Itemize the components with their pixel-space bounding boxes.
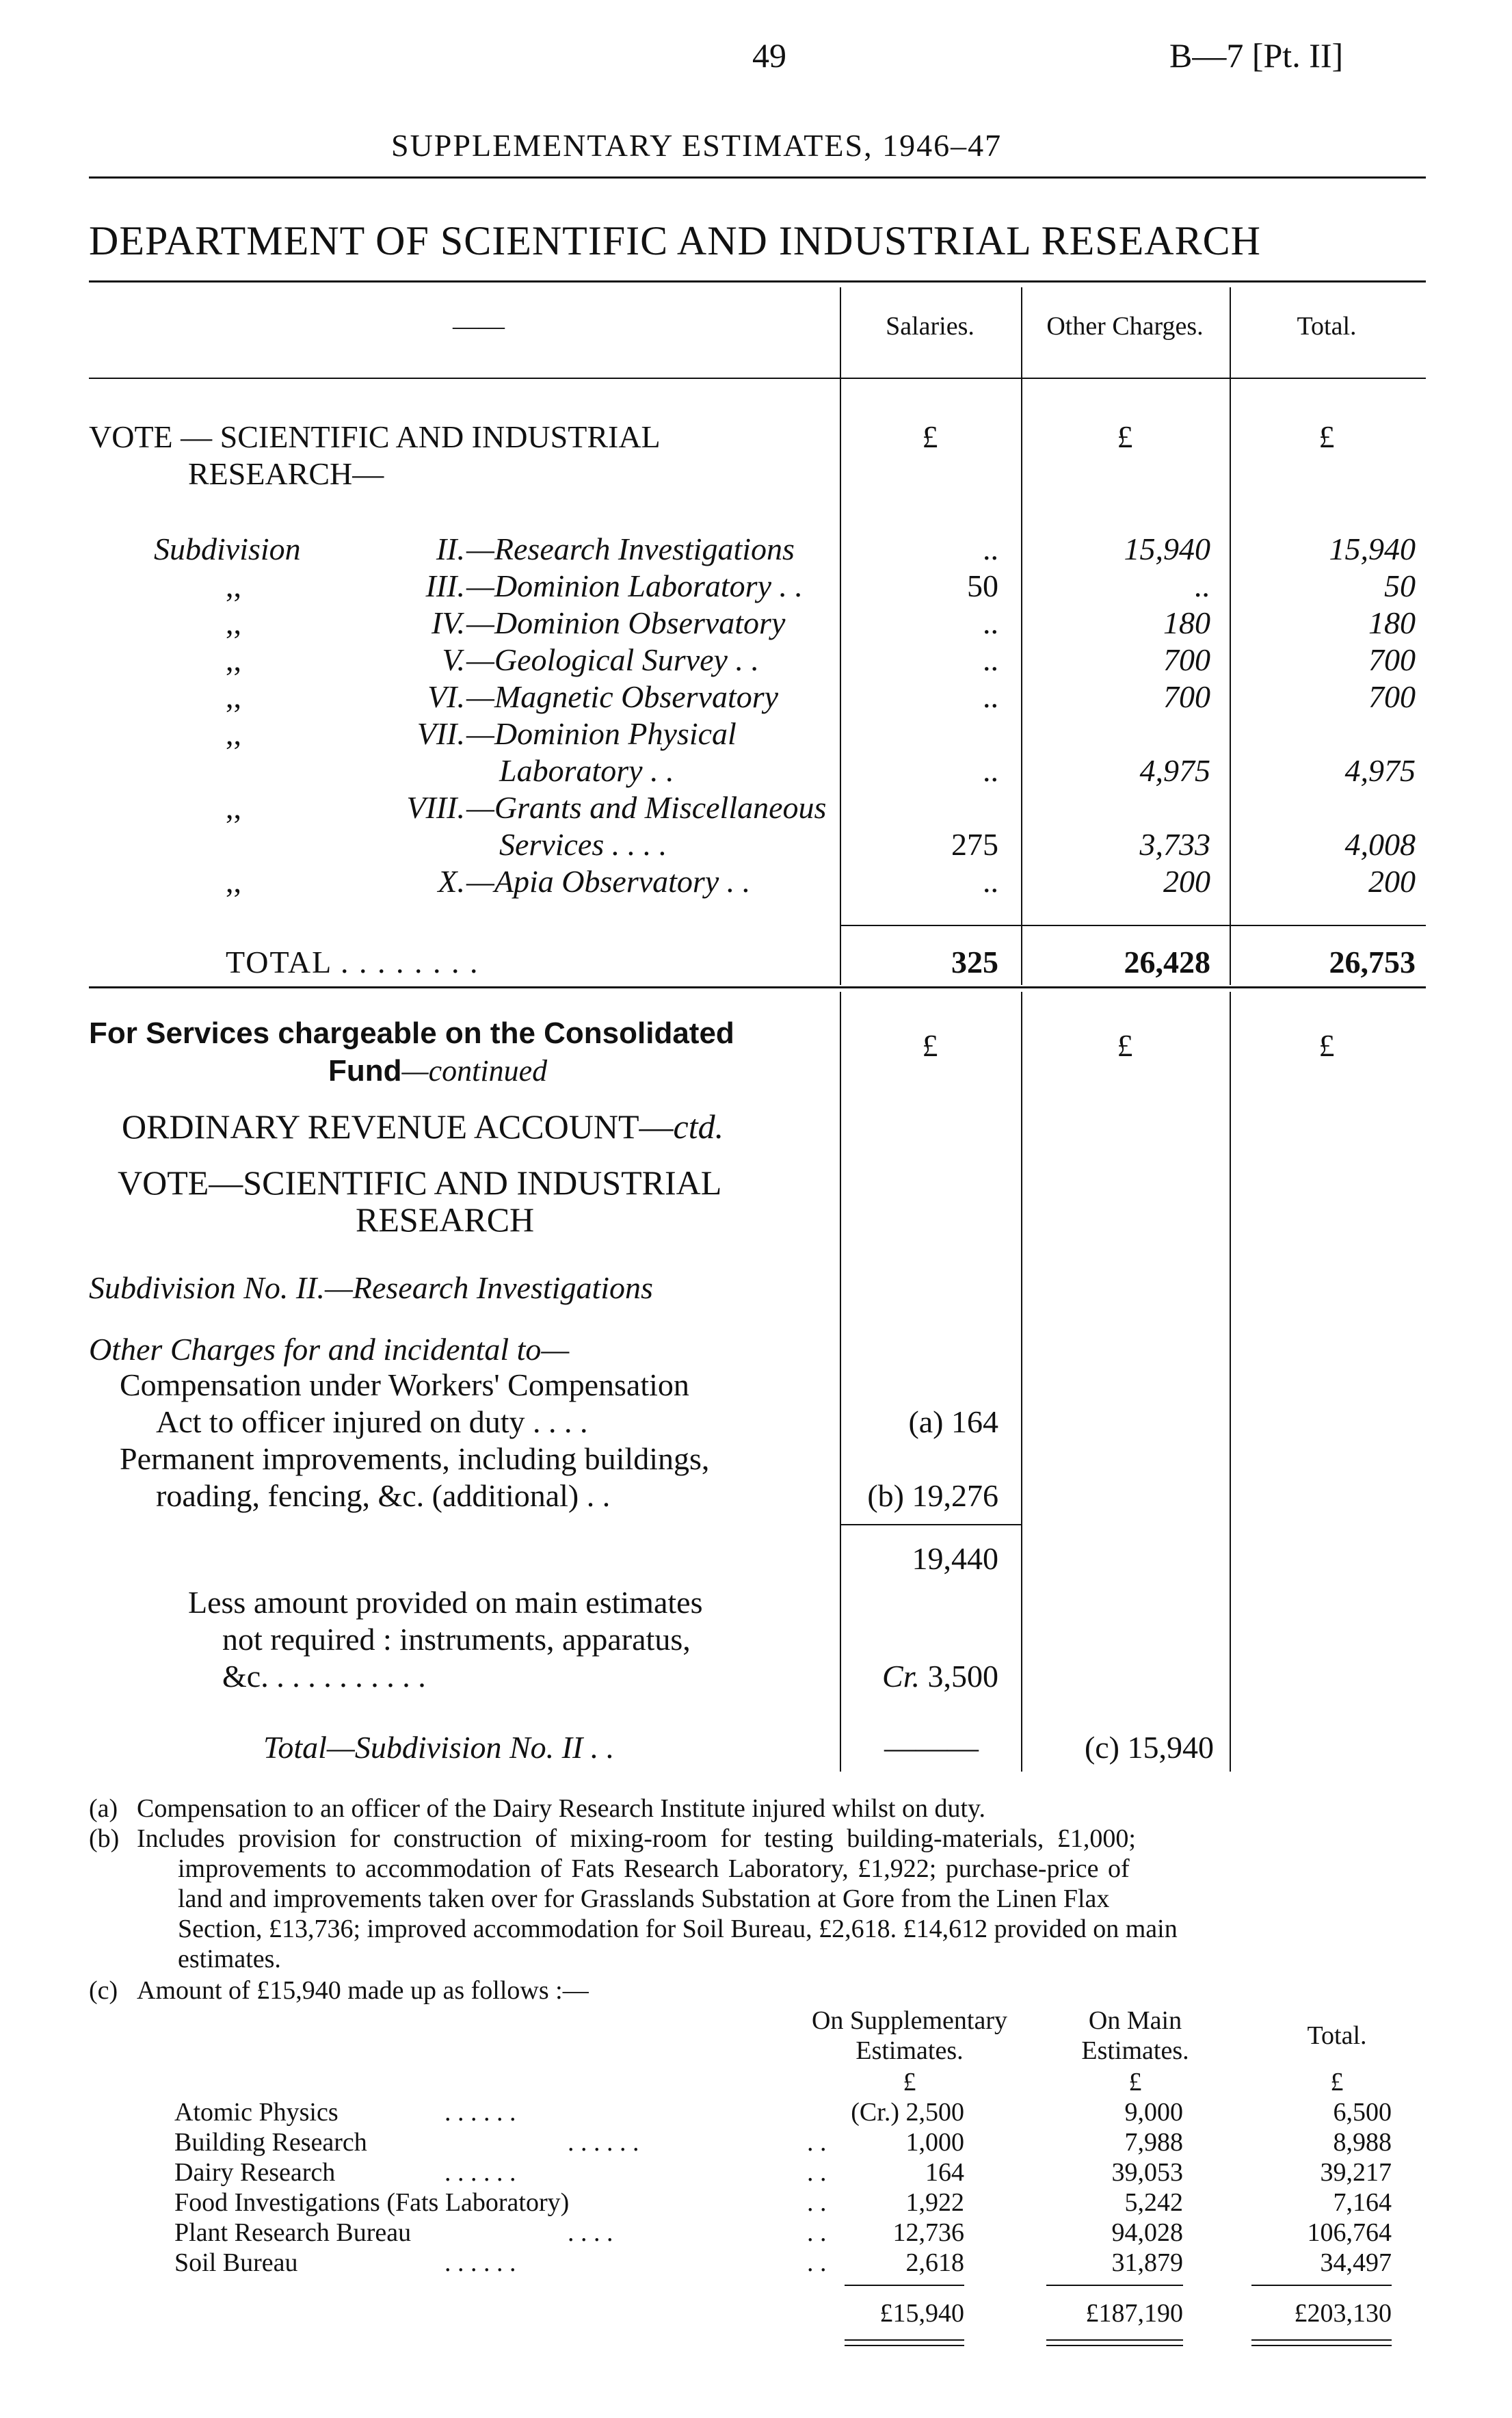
less-line2: not required : instruments, apparatus,: [222, 1622, 691, 1657]
breakdown-item-leader: . . . . . .: [445, 2248, 516, 2277]
subdivision-other-charges: 180: [1163, 605, 1210, 640]
breakdown-item-name: Food Investigations (Fats Laboratory): [174, 2188, 570, 2217]
breakdown-double-rule-total-b: [1251, 2345, 1392, 2346]
consolidated-continued: —continued: [401, 1054, 548, 1088]
breakdown-currency-total: £: [1330, 2068, 1344, 2097]
column-desc-header: ——: [453, 312, 505, 341]
subdivision-other-charges: 200: [1163, 864, 1210, 899]
subdivision-other-charges: 700: [1163, 642, 1210, 677]
subdivision-ditto-mark: ,,: [226, 568, 241, 603]
subdivision-ditto-mark: ,,: [226, 679, 241, 714]
consolidated-currency-other: £: [1117, 1028, 1133, 1063]
breakdown-item-name: Building Research: [174, 2128, 367, 2157]
subdivision-other-charges: 700: [1163, 679, 1210, 714]
consolidated-heading-line1: For Services chargeable on the Consolidated: [89, 1016, 734, 1050]
page-number: 49: [752, 36, 786, 75]
subdivision-total: 15,940: [1329, 531, 1416, 566]
subdivision-total: 4,975: [1344, 753, 1416, 788]
breakdown-item-supp: 1,922: [905, 2188, 964, 2217]
breakdown-item-lead: . .: [807, 2218, 827, 2247]
less-amount-value: 3,500: [927, 1659, 998, 1694]
subdivision-total: 180: [1368, 605, 1416, 640]
breakdown-double-rule-main-a: [1046, 2339, 1183, 2341]
subdivision-ditto-mark: ,,: [226, 716, 241, 751]
footnote-c-text: Amount of £15,940 made up as follows :—: [137, 1976, 589, 2005]
consolidated-vote-line1: VOTE—SCIENTIFIC AND INDUSTRIAL: [118, 1164, 722, 1202]
breakdown-item-supp: 12,736: [892, 2218, 964, 2247]
other-charges-heading: Other Charges for and incidental to—: [89, 1332, 570, 1367]
breakdown-sum-rule-supp: [845, 2285, 964, 2286]
consolidated-currency-salaries: £: [922, 1028, 938, 1063]
item-improvements-line2: roading, fencing, &c. (additional) . .: [156, 1478, 611, 1513]
less-amount-cr: Cr.: [882, 1659, 920, 1694]
subdivision-other-charges: 15,940: [1124, 531, 1210, 566]
subdivision-total-label: Total—Subdivision No. II . .: [263, 1730, 615, 1765]
breakdown-item-total: 34,497: [1320, 2248, 1392, 2277]
less-line3: &c. . . . . . . . . . .: [222, 1659, 426, 1694]
footnote-a-mark: (a): [89, 1794, 118, 1823]
vote-total-other: 26,428: [1124, 945, 1210, 980]
subdivision-salaries: ..: [983, 605, 998, 640]
breakdown-item-name: Soil Bureau: [174, 2248, 298, 2277]
subdivision-other-charges: ..: [1195, 568, 1210, 603]
breakdown-item-main: 31,879: [1111, 2248, 1183, 2277]
breakdown-item-total: 106,764: [1307, 2218, 1392, 2247]
department-title: DEPARTMENT OF SCIENTIFIC AND INDUSTRIAL RESEARCH: [89, 218, 1261, 263]
ora-ctd: ctd.: [673, 1107, 724, 1146]
breakdown-item-name: Atomic Physics: [174, 2098, 339, 2127]
footnote-b-mark: (b): [89, 1824, 120, 1853]
subdivision-name: —Dominion Laboratory . .: [466, 568, 803, 603]
subdivision-name: —Grants and Miscellaneous: [466, 790, 827, 825]
subdivision-total: 700: [1368, 642, 1416, 677]
breakdown-item-name: Dairy Research: [174, 2158, 336, 2187]
subdivision-ditto-mark: ,,: [226, 642, 241, 677]
subdivision-ditto-mark: ,,: [226, 605, 241, 640]
subdivision-name: —Dominion Physical: [466, 716, 737, 751]
breakdown-item-leader: . . . . . .: [568, 2128, 639, 2157]
currency-total: £: [1318, 419, 1335, 454]
subdivision-name-cont: Services . . . .: [499, 827, 667, 862]
subdivision-number: VII.: [416, 716, 465, 751]
breakdown-item-lead: . .: [807, 2188, 827, 2217]
footnote-b-line5: estimates.: [178, 1945, 281, 1973]
subdivision-number: VIII.: [406, 790, 465, 825]
subdivision-name: —Apia Observatory . .: [466, 864, 751, 899]
breakdown-item-main: 7,988: [1124, 2128, 1183, 2157]
subdivision-salaries: ..: [983, 679, 998, 714]
subdivision-salaries: ..: [983, 531, 998, 566]
consolidated-vote-line2: RESEARCH: [356, 1200, 535, 1239]
breakdown-double-rule-main-b: [1046, 2345, 1183, 2346]
subdivision-salaries: ..: [983, 642, 998, 677]
breakdown-item-supp: 1,000: [905, 2128, 964, 2157]
subdivision-total: 50: [1384, 568, 1416, 603]
breakdown-col-total: Total.: [1307, 2021, 1367, 2050]
breakdown-item-supp: 164: [925, 2158, 964, 2187]
breakdown-item-name: Plant Research Bureau: [174, 2218, 412, 2247]
item-improvements-line1: Permanent improvements, including buildings,: [120, 1441, 710, 1476]
breakdown-double-rule-total-a: [1251, 2339, 1392, 2341]
divider2-other: [1021, 992, 1022, 1772]
footnote-a-text: Compensation to an officer of the Dairy Research Institute injured whilst on duty.: [137, 1794, 986, 1823]
breakdown-sum-total: £203,130: [1294, 2299, 1392, 2328]
breakdown-item-total: 6,500: [1333, 2098, 1392, 2127]
breakdown-item-total: 39,217: [1320, 2158, 1392, 2187]
breakdown-col-supp-2: Estimates.: [856, 2036, 964, 2065]
subdivision-total-amount: (c) 15,940: [1084, 1730, 1214, 1765]
footnote-b-line3: land and improvements taken over for Grasslands Substation at Gore from the Linen Flax: [178, 1884, 1110, 1913]
subdivision-total-dash: ———: [884, 1730, 979, 1765]
subdivision-number: X.: [438, 864, 465, 899]
subdivision-name-cont: Laboratory . .: [499, 753, 674, 788]
subdivision-salaries: 275: [951, 827, 998, 862]
subdivision-number: III.: [425, 568, 465, 603]
subdivision-name: —Research Investigations: [466, 531, 795, 566]
breakdown-double-rule-supp-a: [845, 2339, 964, 2341]
consolidated-currency-total: £: [1318, 1028, 1335, 1063]
vote-title-line2: RESEARCH—: [188, 456, 384, 491]
consolidated-heading-line2: [328, 1053, 547, 1088]
breakdown-item-main: 9,000: [1124, 2098, 1183, 2127]
subdivision-salaries: 50: [967, 568, 998, 603]
ordinary-revenue-account: [122, 1107, 724, 1146]
vote-total-rule: [89, 986, 1426, 988]
subdivision-number: V.: [442, 642, 465, 677]
subdivision-number: II.: [436, 531, 465, 566]
column-salaries-header: Salaries.: [886, 312, 974, 341]
breakdown-col-supp-1: On Supplementary: [811, 2006, 1007, 2035]
breakdown-item-leader: . . . .: [568, 2218, 613, 2247]
divider2-salaries: [840, 992, 841, 1772]
document-reference: B—7 [Pt. II]: [1169, 36, 1344, 75]
subdivision-salaries: ..: [983, 864, 998, 899]
item-improvements-amount: (b) 19,276: [867, 1478, 998, 1513]
breakdown-item-leader: . . . . . .: [445, 2098, 516, 2127]
footnote-b-line1: Includes provision for construction of mixing-room for testing building-materials, £1,000;: [137, 1824, 1136, 1853]
breakdown-currency-supp: £: [903, 2068, 916, 2097]
subdivision-name: —Dominion Observatory: [466, 605, 786, 640]
breakdown-item-supp: 2,618: [905, 2248, 964, 2277]
breakdown-item-lead: . .: [807, 2158, 827, 2187]
less-amount: [841, 1658, 998, 1694]
breakdown-item-leader: . . . . . .: [445, 2158, 516, 2187]
running-title: SUPPLEMENTARY ESTIMATES, 1946–47: [391, 128, 1003, 163]
item-compensation-amount: (a) 164: [908, 1404, 998, 1439]
subdivision-other-charges: 3,733: [1139, 827, 1210, 862]
column-other-header: Other Charges.: [1046, 312, 1204, 341]
breakdown-sum-supp: £15,940: [879, 2299, 964, 2328]
subdivision-heading: Subdivision No. II.—Research Investigations: [89, 1270, 653, 1305]
vote-title-line1: VOTE — SCIENTIFIC AND INDUSTRIAL: [89, 419, 661, 454]
breakdown-item-total: 7,164: [1333, 2188, 1392, 2217]
divider2-total: [1230, 992, 1231, 1772]
subdivision-name: —Geological Survey . .: [466, 642, 759, 677]
vote-subtotal-rule: [840, 925, 1426, 926]
footnote-b-line4: Section, £13,736; improved accommodation for Soil Bureau, £2,618. £14,612 provided on main: [178, 1915, 1178, 1943]
subdivision-salaries: ..: [983, 753, 998, 788]
subdivision-name: —Magnetic Observatory: [466, 679, 779, 714]
subdivision-total: 200: [1368, 864, 1416, 899]
subdivision-number: IV.: [432, 605, 465, 640]
currency-salaries: £: [922, 419, 938, 454]
header-rule: [89, 176, 1426, 179]
items-subtotal-rule: [840, 1524, 1021, 1525]
subdivision-ditto-mark: ,,: [226, 864, 241, 899]
breakdown-item-supp: (Cr.) 2,500: [851, 2098, 964, 2127]
vote-total-label: TOTAL . . . . . . . .: [226, 945, 479, 980]
subdivision-number: VI.: [427, 679, 465, 714]
breakdown-item-lead: . .: [807, 2248, 827, 2277]
breakdown-sum-rule-main: [1046, 2285, 1183, 2286]
vote-total-salaries: 325: [951, 945, 998, 980]
item-compensation-line2: Act to officer injured on duty . . . .: [156, 1404, 588, 1439]
subdivision-other-charges: 4,975: [1139, 753, 1210, 788]
less-line1: Less amount provided on main estimates: [188, 1585, 703, 1620]
footnote-c-mark: (c): [89, 1976, 118, 2005]
breakdown-sum-main: £187,190: [1085, 2299, 1183, 2328]
subdivision-ditto-mark: ,,: [226, 790, 241, 825]
breakdown-item-total: 8,988: [1333, 2128, 1392, 2157]
breakdown-double-rule-supp-b: [845, 2345, 964, 2346]
consolidated-fund-word: Fund: [328, 1054, 402, 1088]
subdivision-total: 4,008: [1344, 827, 1416, 862]
breakdown-sum-rule-total: [1251, 2285, 1392, 2286]
breakdown-currency-main: £: [1128, 2068, 1142, 2097]
breakdown-item-main: 39,053: [1111, 2158, 1183, 2187]
subdivision-total: 700: [1368, 679, 1416, 714]
breakdown-item-lead: . .: [807, 2128, 827, 2157]
column-total-header: Total.: [1297, 312, 1357, 341]
items-subtotal: 19,440: [912, 1541, 998, 1576]
ora-text: ORDINARY REVENUE ACCOUNT—: [122, 1107, 674, 1146]
breakdown-col-main-1: On Main: [1088, 2006, 1182, 2035]
breakdown-item-main: 5,242: [1124, 2188, 1183, 2217]
footnote-b-line2: improvements to accommodation of Fats Research Laboratory, £1,922; purchase-price of: [178, 1854, 1130, 1883]
title-rule: [89, 280, 1426, 282]
subdivision-label: Subdivision: [154, 531, 301, 566]
breakdown-item-main: 94,028: [1111, 2218, 1183, 2247]
column-header-rule: [89, 378, 1426, 379]
currency-other: £: [1117, 419, 1133, 454]
breakdown-col-main-2: Estimates.: [1081, 2036, 1189, 2065]
item-compensation-line1: Compensation under Workers' Compensation: [120, 1367, 689, 1402]
vote-total-total: 26,753: [1329, 945, 1416, 980]
